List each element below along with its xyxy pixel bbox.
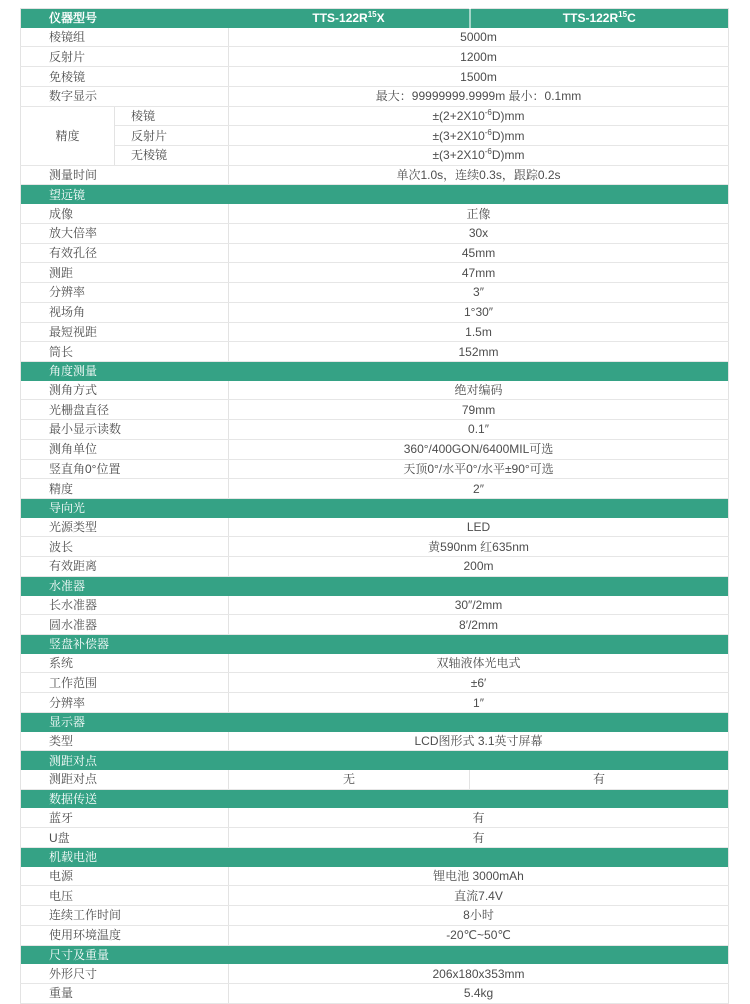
spec-value: 360°/400GON/6400MIL可选 <box>229 439 729 459</box>
spec-value: LCD图形式 3.1英寸屏幕 <box>229 732 729 751</box>
spec-row <box>21 400 729 420</box>
spec-label: 测距对点 <box>21 770 229 789</box>
spec-row <box>21 906 729 926</box>
spec-subrow <box>21 126 729 146</box>
spec-value: 有 <box>229 828 729 848</box>
spec-value: 1°30″ <box>229 302 729 322</box>
spec-value: 5000m <box>229 28 729 47</box>
spec-value: 3″ <box>229 283 729 303</box>
spec-row <box>21 165 729 185</box>
spec-label: 重量 <box>21 983 229 1003</box>
spec-value: 1″ <box>229 693 729 713</box>
spec-label: 电源 <box>21 867 229 886</box>
section-header-row <box>21 847 729 866</box>
spec-value: -20℃~50℃ <box>229 925 729 945</box>
spec-label: 分辨率 <box>21 283 229 303</box>
spec-value: 47mm <box>229 263 729 283</box>
spec-label: 分辨率 <box>21 693 229 713</box>
spec-value: 黄590nm 红635nm <box>229 537 729 557</box>
section-title: 机载电池 <box>21 847 729 866</box>
spec-row <box>21 459 729 479</box>
section-header-row <box>21 712 729 731</box>
spec-row <box>21 808 729 827</box>
spec-label: 测距 <box>21 263 229 283</box>
spec-label: 外形尺寸 <box>21 964 229 983</box>
spec-row-split <box>21 770 729 789</box>
spec-value: 5.4kg <box>229 983 729 1003</box>
spec-row <box>21 243 729 263</box>
spec-label: 反射片 <box>21 47 229 67</box>
spec-label: 视场角 <box>21 302 229 322</box>
spec-label: 筒长 <box>21 342 229 362</box>
section-header-row <box>21 185 729 204</box>
spec-table-body <box>21 28 729 1003</box>
spec-row <box>21 283 729 303</box>
spec-value: 单次1.0s，连续0.3s，跟踪0.2s <box>229 165 729 185</box>
table-header-row <box>21 9 729 28</box>
spec-label: 精度 <box>21 479 229 499</box>
section-header-row <box>21 498 729 517</box>
spec-label: 测角方式 <box>21 381 229 400</box>
spec-value: 1200m <box>229 47 729 67</box>
spec-label: U盘 <box>21 828 229 848</box>
spec-label: 工作范围 <box>21 673 229 693</box>
spec-label: 棱镜组 <box>21 28 229 47</box>
spec-row <box>21 596 729 615</box>
spec-value: 8小时 <box>229 906 729 926</box>
section-header-row <box>21 789 729 808</box>
spec-value: 8′/2mm <box>229 615 729 635</box>
spec-row <box>21 983 729 1003</box>
section-header-row <box>21 361 729 380</box>
spec-label: 测量时间 <box>21 165 229 185</box>
header-model-1 <box>229 9 470 28</box>
section-header-row <box>21 635 729 654</box>
section-title: 竖盘补偿器 <box>21 635 729 654</box>
section-header-row <box>21 945 729 964</box>
spec-label: 测角单位 <box>21 439 229 459</box>
spec-value: 正像 <box>229 204 729 223</box>
section-header-row <box>21 576 729 595</box>
spec-label: 长水准器 <box>21 596 229 615</box>
spec-label: 光源类型 <box>21 518 229 537</box>
section-title: 望远镜 <box>21 185 729 204</box>
spec-label: 有效孔径 <box>21 243 229 263</box>
spec-value: 最大：99999999.9999m 最小：0.1mm <box>229 86 729 106</box>
spec-row <box>21 867 729 886</box>
spec-value: LED <box>229 518 729 537</box>
header-instrument-model-label: 仪器型号 <box>21 9 229 28</box>
spec-label: 有效距离 <box>21 557 229 577</box>
spec-row <box>21 615 729 635</box>
spec-value: 45mm <box>229 243 729 263</box>
spec-row <box>21 86 729 106</box>
spec-row <box>21 693 729 713</box>
spec-value: 30x <box>229 223 729 243</box>
spec-sublabel: 反射片 <box>115 126 229 146</box>
spec-value: 2″ <box>229 479 729 499</box>
spec-label: 类型 <box>21 732 229 751</box>
spec-row <box>21 302 729 322</box>
section-title: 显示器 <box>21 712 729 731</box>
spec-subrow <box>21 106 729 126</box>
spec-row <box>21 67 729 87</box>
spec-row <box>21 322 729 342</box>
spec-value: $\pm(3+2X10^{-6}D)mm$ <box>229 126 729 146</box>
spec-row <box>21 263 729 283</box>
spec-row <box>21 47 729 67</box>
model-2-name: TTS-$122R^{15}C$ <box>562 10 636 26</box>
header-model-2 <box>470 9 729 28</box>
spec-row <box>21 28 729 47</box>
spec-row <box>21 518 729 537</box>
spec-value: 直流7.4V <box>229 886 729 906</box>
spec-label: 免棱镜 <box>21 67 229 87</box>
spec-value: $\pm(3+2X10^{-6}D)mm$ <box>229 146 729 166</box>
spec-row <box>21 537 729 557</box>
spec-label: 使用环境温度 <box>21 925 229 945</box>
spec-row <box>21 204 729 223</box>
spec-sublabel: 棱镜 <box>115 106 229 126</box>
spec-value: ±6′ <box>229 673 729 693</box>
spec-label: 最小显示读数 <box>21 420 229 440</box>
spec-value: 30″/2mm <box>229 596 729 615</box>
spec-value: 双轴液体光电式 <box>229 654 729 673</box>
instrument-spec-table <box>20 8 729 1004</box>
spec-label: 系统 <box>21 654 229 673</box>
spec-group-label: 精度 <box>21 106 115 165</box>
spec-label: 连续工作时间 <box>21 906 229 926</box>
spec-row <box>21 557 729 577</box>
spec-label: 圆水准器 <box>21 615 229 635</box>
spec-row <box>21 732 729 751</box>
section-title: 水准器 <box>21 576 729 595</box>
spec-value-model-2: 有 <box>470 770 729 789</box>
spec-label: 竖直角0°位置 <box>21 459 229 479</box>
spec-label: 最短视距 <box>21 322 229 342</box>
section-header-row <box>21 751 729 770</box>
spec-row <box>21 886 729 906</box>
spec-value: 152mm <box>229 342 729 362</box>
spec-value: 有 <box>229 808 729 827</box>
spec-value: 天顶0°/水平0°/水平±90°可选 <box>229 459 729 479</box>
spec-sheet-page <box>0 8 750 1001</box>
spec-label: 蓝牙 <box>21 808 229 827</box>
spec-row <box>21 479 729 499</box>
spec-value: 206x180x353mm <box>229 964 729 983</box>
spec-value: 0.1″ <box>229 420 729 440</box>
spec-row <box>21 925 729 945</box>
section-title: 角度测量 <box>21 361 729 380</box>
spec-value: 绝对编码 <box>229 381 729 400</box>
spec-value: $\pm(2+2X10^{-6}D)mm$ <box>229 106 729 126</box>
spec-row <box>21 223 729 243</box>
spec-label: 光栅盘直径 <box>21 400 229 420</box>
section-title: 数据传送 <box>21 789 729 808</box>
spec-row <box>21 439 729 459</box>
spec-row <box>21 381 729 400</box>
spec-label: 波长 <box>21 537 229 557</box>
spec-label: 成像 <box>21 204 229 223</box>
spec-value: 79mm <box>229 400 729 420</box>
spec-value-model-1: 无 <box>229 770 470 789</box>
section-title: 尺寸及重量 <box>21 945 729 964</box>
spec-value: 1500m <box>229 67 729 87</box>
spec-row <box>21 828 729 848</box>
section-title: 测距对点 <box>21 751 729 770</box>
section-title: 导向光 <box>21 498 729 517</box>
spec-sublabel: 无棱镜 <box>115 146 229 166</box>
spec-row <box>21 342 729 362</box>
spec-label: 放大倍率 <box>21 223 229 243</box>
spec-row <box>21 420 729 440</box>
spec-row <box>21 673 729 693</box>
spec-row <box>21 654 729 673</box>
spec-label: 电压 <box>21 886 229 906</box>
spec-value: 200m <box>229 557 729 577</box>
spec-label: 数字显示 <box>21 86 229 106</box>
spec-value: 锂电池 3000mAh <box>229 867 729 886</box>
spec-value: 1.5m <box>229 322 729 342</box>
spec-subrow <box>21 146 729 166</box>
spec-row <box>21 964 729 983</box>
model-1-name: TTS-$122R^{15}X$ <box>312 10 385 26</box>
